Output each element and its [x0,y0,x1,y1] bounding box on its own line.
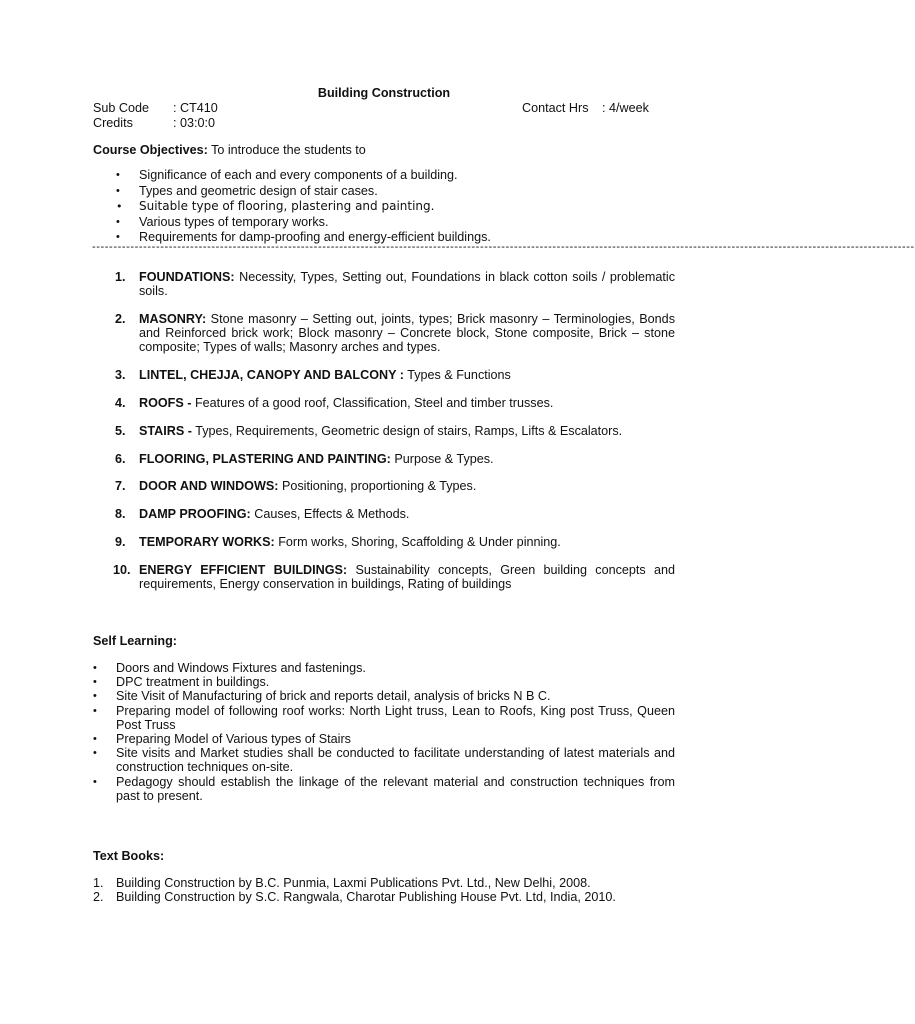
topic-item [93,424,675,438]
text-book-item [93,876,675,890]
course-objectives [93,143,683,246]
text-book-number: 1. [93,876,104,890]
topic-text: Necessity, Types, Setting out, Foundations in black cotton soils / problematic soils. [139,270,675,299]
credits-label: Credits [93,116,133,130]
topic-item [93,563,675,591]
topic-item [93,312,675,355]
topic-number: 2. [115,312,126,326]
topic-item [93,479,675,493]
topic-number: 10. [113,562,131,577]
text-book-title: Building Construction by B.C. Punmia, Laxmi Publications Pvt. Ltd., New Delhi, 2008. [116,876,591,890]
sub-code-value: : CT410 [173,101,218,115]
topic-heading: DOOR AND WINDOWS: [139,479,279,494]
topic-heading: FLOORING, PLASTERING AND PAINTING: [139,451,391,466]
self-learning-item: • Site Visit of Manufacturing of brick and reports detail, analysis of bricks N B C. [93,689,675,703]
topic-item [93,368,675,382]
text-book-title: Building Construction by S.C. Rangwala, Charotar Publishing House Pvt. Ltd, India, 2010. [116,890,616,905]
self-learning-heading: Self Learning: [93,634,177,648]
self-learning-item: • Doors and Windows Fixtures and fastenings. [93,661,675,675]
topic-item [93,535,675,549]
topic-heading: STAIRS - [139,423,192,438]
text-books-list [93,876,675,904]
objective-item: • Types and geometric design of stair cases. [93,184,683,200]
topic-heading: LINTEL, CHEJJA, CANOPY AND BALCONY : [139,368,404,383]
topic-text: Sustainability concepts, Green building concepts and requirements, Energy conservation in buildings, Rating of buildings [139,562,676,591]
self-learning-item: • Preparing Model of Various types of Stairs [93,732,675,746]
objective-item: • Various types of temporary works. [93,215,683,231]
text-book-number: 2. [93,890,104,905]
topic-text: Types & Functions [403,368,511,383]
topic-text: Causes, Effects & Methods. [250,507,410,522]
topic-heading: MASONRY: [139,312,207,326]
text-books-heading: Text Books: [93,849,165,863]
topic-number: 4. [115,396,126,410]
topic-number: 9. [115,534,126,549]
topic-text: Stone masonry – Setting out, joints, types; Brick masonry – Terminologies, Bonds and Reinforced brick work; Block masonry – Concrete block, Stone composite, Brick – stone composite; Types of walls; Masonry arches and types. [139,312,675,355]
sub-code-label: Sub Code [93,101,150,115]
topic-text: Features of a good roof, Classification, Steel and timber trusses. [191,396,554,410]
objectives-list [93,168,683,246]
contact-hrs-value: : 4/week [602,101,649,115]
objectives-intro: To introduce the students to [207,143,366,157]
text-book-item [93,890,675,904]
page-title: Building Construction [317,86,451,100]
topic-number: 8. [115,507,126,522]
objective-item: • Suitable type of flooring, plastering and painting. [93,199,683,215]
self-learning-item: • Site visits and Market studies shall be conducted to facilitate understanding of latest materials and construction techniques on-site. [93,746,675,774]
dashed-divider: ------------------------------------------------------------------------------------------------------------------------------------------------------------------------------------------------- [92,241,915,253]
objectives-heading-line [93,143,683,157]
objective-item: • Significance of each and every components of a building. [93,168,683,184]
objectives-heading: Course Objectives: [93,143,208,157]
topic-heading: TEMPORARY WORKS: [139,534,275,549]
topic-item [93,396,675,410]
self-learning-list [93,661,675,803]
contact-hrs-label: Contact Hrs [522,101,589,115]
topic-item [93,270,675,298]
topic-text: Positioning, proportioning & Types. [278,479,477,494]
topic-heading: DAMP PROOFING: [139,507,251,522]
topic-text: Form works, Shoring, Scaffolding & Under pinning. [274,534,561,549]
topic-heading: FOUNDATIONS: [139,270,235,284]
self-learning-item: • DPC treatment in buildings. [93,675,675,689]
self-learning-item: • Pedagogy should establish the linkage of the relevant material and construction techniques from past to present. [93,775,675,803]
topic-number: 7. [115,479,126,494]
topic-heading: ENERGY EFFICIENT BUILDINGS: [139,562,348,577]
topic-item [93,507,675,521]
topic-number: 6. [115,451,126,466]
objective-item: • Requirements for damp-proofing and energy-efficient buildings. [93,230,683,246]
topic-text: Purpose & Types. [390,451,494,466]
self-learning-item: • Preparing model of following roof works: North Light truss, Lean to Roofs, King post Truss, Queen Post Truss [93,704,675,732]
topic-text: Types, Requirements, Geometric design of stairs, Ramps, Lifts & Escalators. [191,423,623,438]
topic-number: 1. [115,270,126,284]
topic-item [93,452,675,466]
topic-number: 3. [115,368,126,383]
topic-heading: ROOFS - [139,396,192,410]
credits-value: : 03:0:0 [173,116,216,130]
topic-number: 5. [115,423,126,438]
topics-list [93,270,675,605]
